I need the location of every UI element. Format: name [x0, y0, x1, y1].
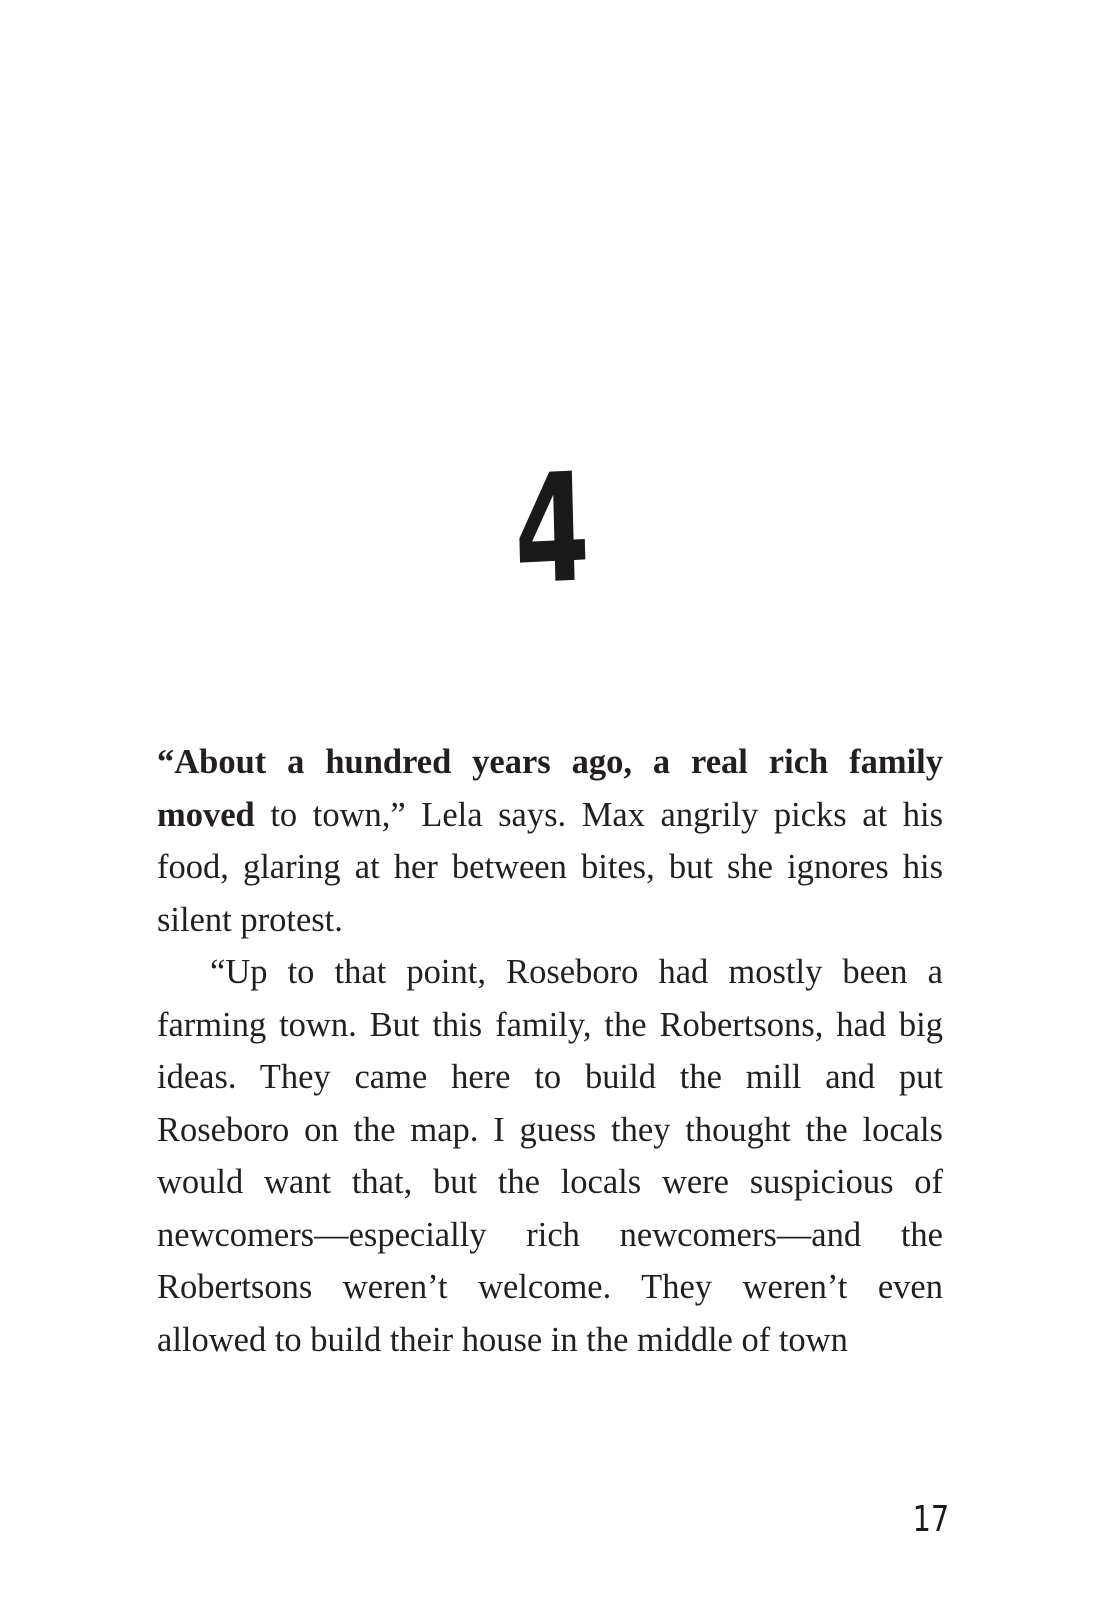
chapter-number: 4	[512, 441, 589, 619]
paragraph-1	[157, 736, 943, 946]
paragraph-2: “Up to that point, Roseboro had mostly been a farming town. But this family, the Robertsons, had big ideas. They came here to build the mill and put Roseboro on the map. I guess they thought the locals would want that, but the locals were suspicious of newcomers—especially rich newcomers—and the Robertsons weren’t welcome. They weren’t even allowed to build their house in the middle of town	[157, 953, 943, 1359]
paragraph-1-rest: to town,” Lela says. Max angrily picks at his food, glaring at her between bites, but she ignores his silent protest.	[157, 795, 943, 939]
body-text	[157, 736, 943, 1366]
paragraph-1-lead: “About a hundred years ago, a real rich family moved	[157, 743, 943, 834]
page-number: 17	[912, 1499, 950, 1540]
